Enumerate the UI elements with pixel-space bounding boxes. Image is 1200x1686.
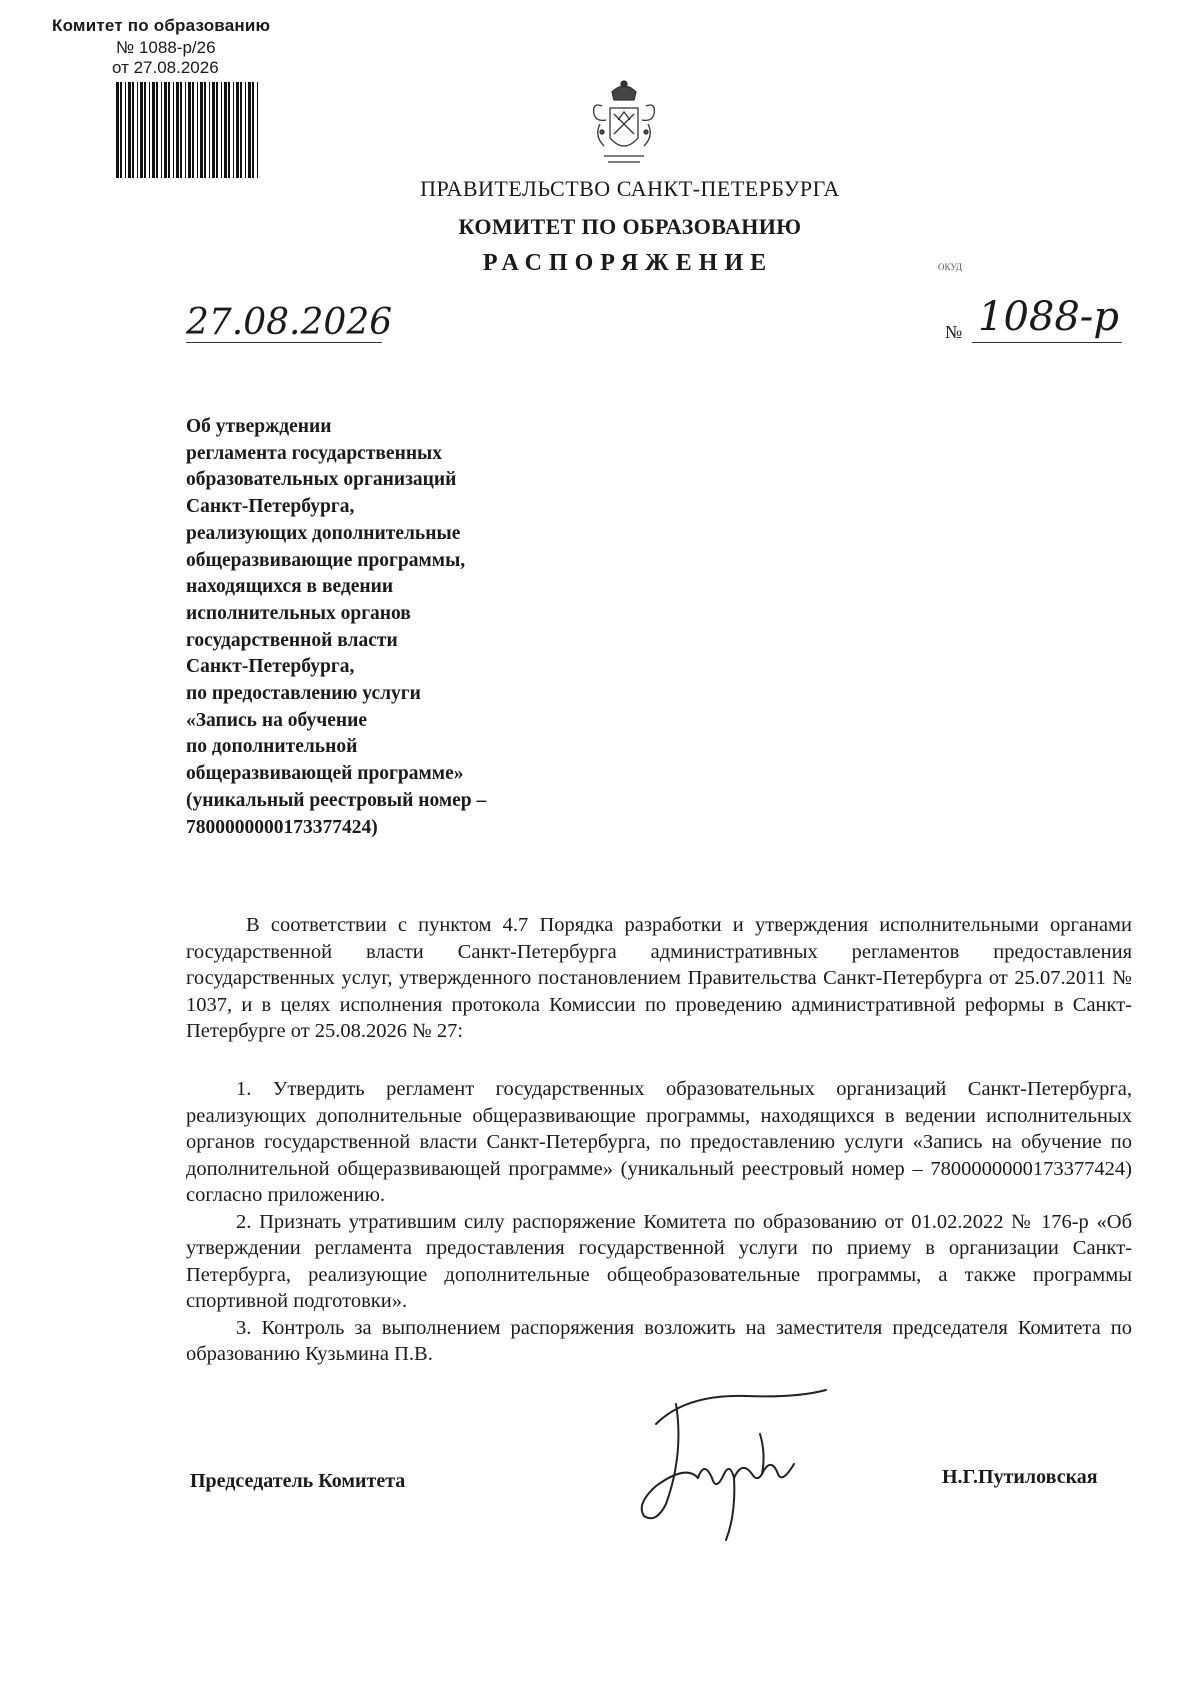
- subject-line: Санкт-Петербурга,: [186, 496, 355, 518]
- subject-line: Об утверждении: [186, 416, 332, 437]
- preamble: [186, 912, 1132, 1045]
- subject-line: по предоставлению услуги: [186, 683, 421, 705]
- subject-line: образовательных организаций: [186, 469, 457, 491]
- subject-line: находящихся в ведении: [186, 576, 394, 598]
- document-date: 27.08.2026: [186, 302, 393, 343]
- subject-line: общеразвивающей программе»: [186, 763, 464, 785]
- document-subject: [186, 414, 486, 841]
- document-number: 1088-р: [978, 294, 1119, 340]
- resolution-item-1: 1. Утвердить регламент государственных образовательных организаций Санкт-Петербурга, реализующих дополнительные общеразвивающие программы, находящихся в ведении исполнительных органов государственной власти Санкт-Петербурга, по предоставлению услуги «Запись на обучение по дополнительной общеразвивающей программе» (уникальный реестровый номер – 7800000000173377424) согласно приложению.: [186, 1078, 1132, 1206]
- subject-line: общеразвивающие программы,: [186, 549, 466, 571]
- number-label: №: [945, 322, 963, 342]
- okud-label: ОКУД: [938, 262, 962, 272]
- stamp-org: Комитет по образованию: [52, 16, 271, 35]
- resolution-item-2: 2. Признать утратившим силу распоряжение Комитета по образованию от 01.02.2022 № 176-р «Об утверждении регламента предоставления государственной услуги по приему в организации Санкт-Петербурга, реализующие дополнительные общеобразовательные программы, а также программы спортивной подготовки».: [186, 1210, 1132, 1312]
- number-underline: [972, 342, 1122, 343]
- subject-line: исполнительных органов: [186, 602, 411, 624]
- barcode-icon: [116, 82, 262, 178]
- subject-line: «Запись на обучение: [186, 709, 367, 731]
- stamp-number: № 1088-р/26: [116, 38, 216, 57]
- resolution-items: [186, 1076, 1132, 1368]
- signatory-role: Председатель Комитета: [190, 1470, 406, 1492]
- handwritten-signature: [626, 1374, 836, 1546]
- subject-line: реализующих дополнительные: [186, 522, 461, 544]
- resolution-item-3: 3. Контроль за выполнением распоряжения возложить на заместителя председателя Комитета по образованию Кузьмина П.В.: [186, 1316, 1132, 1365]
- preamble-text: В соответствии с пунктом 4.7 Порядка разработки и утверждения исполнительными органами государственной власти Санкт-Петербурга административных регламентов предоставления государственных услуг, утвержденного постановлением Правительства Санкт-Петербурга от 25.07.2011 № 1037, и в целях исполнения протокола Комиссии по проведению административной реформы в Санкт-Петербурге от 25.08.2026 № 27:: [186, 914, 1132, 1042]
- subject-line: по дополнительной: [186, 736, 358, 758]
- subject-line: регламента государственных: [186, 442, 443, 464]
- government-title: ПРАВИТЕЛЬСТВО САНКТ-ПЕТЕРБУРГА: [420, 176, 840, 201]
- subject-line: государственной власти: [186, 629, 398, 651]
- signatory-name: Н.Г.Путиловская: [942, 1466, 1098, 1488]
- coat-of-arms-icon: [582, 76, 666, 170]
- document-type: РАСПОРЯЖЕНИЕ: [482, 250, 774, 276]
- stamp-date: от 27.08.2026: [112, 58, 219, 77]
- subject-line: Санкт-Петербурга,: [186, 656, 355, 678]
- date-underline: [186, 342, 382, 343]
- committee-title: КОМИТЕТ ПО ОБРАЗОВАНИЮ: [458, 214, 802, 239]
- subject-line: (уникальный реестровый номер –: [186, 789, 487, 811]
- subject-line: 7800000000173377424): [186, 816, 378, 838]
